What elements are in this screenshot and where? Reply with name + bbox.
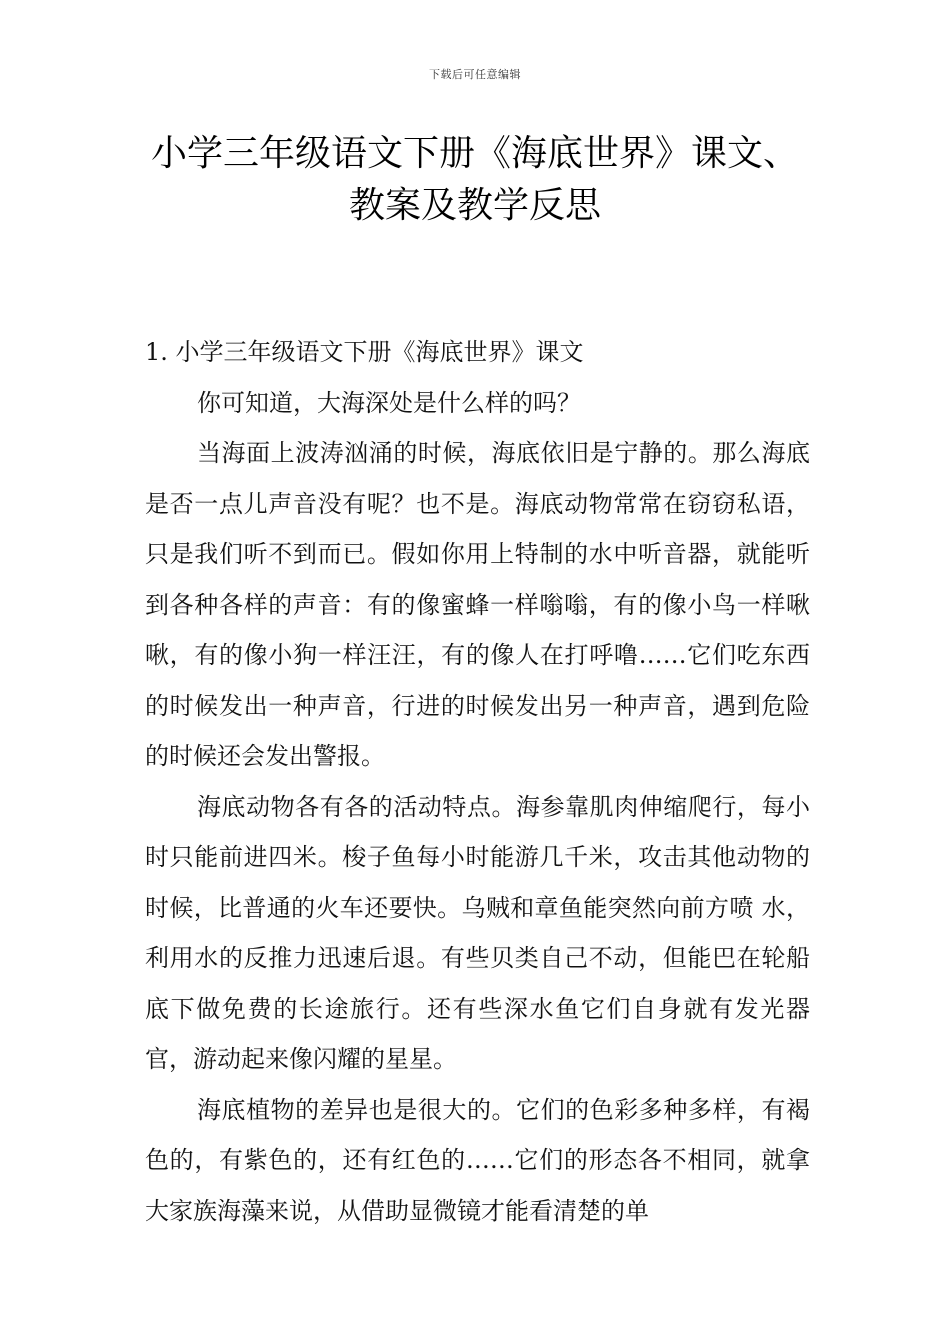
paragraph-sounds: 当海面上波涛汹涌的时候，海底依旧是宁静的。那么海底是否一点儿声音没有呢？也不是。海底动物常常在窃窃私语，只是我们听不到而已。假如你用上特制的水中听音器，就能听到各种各样的声音：有的像蜜蜂一样嗡嗡，有的像小鸟一样啾啾，有的像小狗一样汪汪，有的像人在打呼噜……它们吃东西的时候发出一种声音，行进的时候发出另一种声音，遇到危险的时候还会发出警报。 xyxy=(145,439,810,770)
paragraph-plants: 海底植物的差异也是很大的。它们的色彩多种多样，有褐色的，有紫色的，还有红色的……它们的形态各不相同，就拿大家族海藻来说，从借助显微镜才能看清楚的单 xyxy=(145,1095,810,1225)
title-line-1: 小学三年级语文下册《海底世界》课文、 xyxy=(150,133,799,174)
document-body xyxy=(145,327,810,1236)
section-heading: 1. 小学三年级语文下册《海底世界》课文 xyxy=(145,338,584,366)
paragraph-intro: 你可知道，大海深处是什么样的吗？ xyxy=(197,388,581,417)
paragraph-animals: 海底动物各有各的活动特点。海参靠肌肉伸缩爬行，每小时只能前进四米。梭子鱼每小时能游几千米，攻击其他动物的时候，比普通的火车还要快。乌贼和章鱼能突然向前方喷 水，利用水的反推力迅速后退。有些贝类自己不动，但能巴在轮船底下做免费的长途旅行。还有些深水鱼它们自身就有发光器官，游动起来像闪耀的星星。 xyxy=(145,792,810,1073)
document-title xyxy=(0,128,950,232)
watermark-text: 下载后可任意编辑 xyxy=(429,68,521,81)
title-line-2: 教案及教学反思 xyxy=(348,185,601,226)
